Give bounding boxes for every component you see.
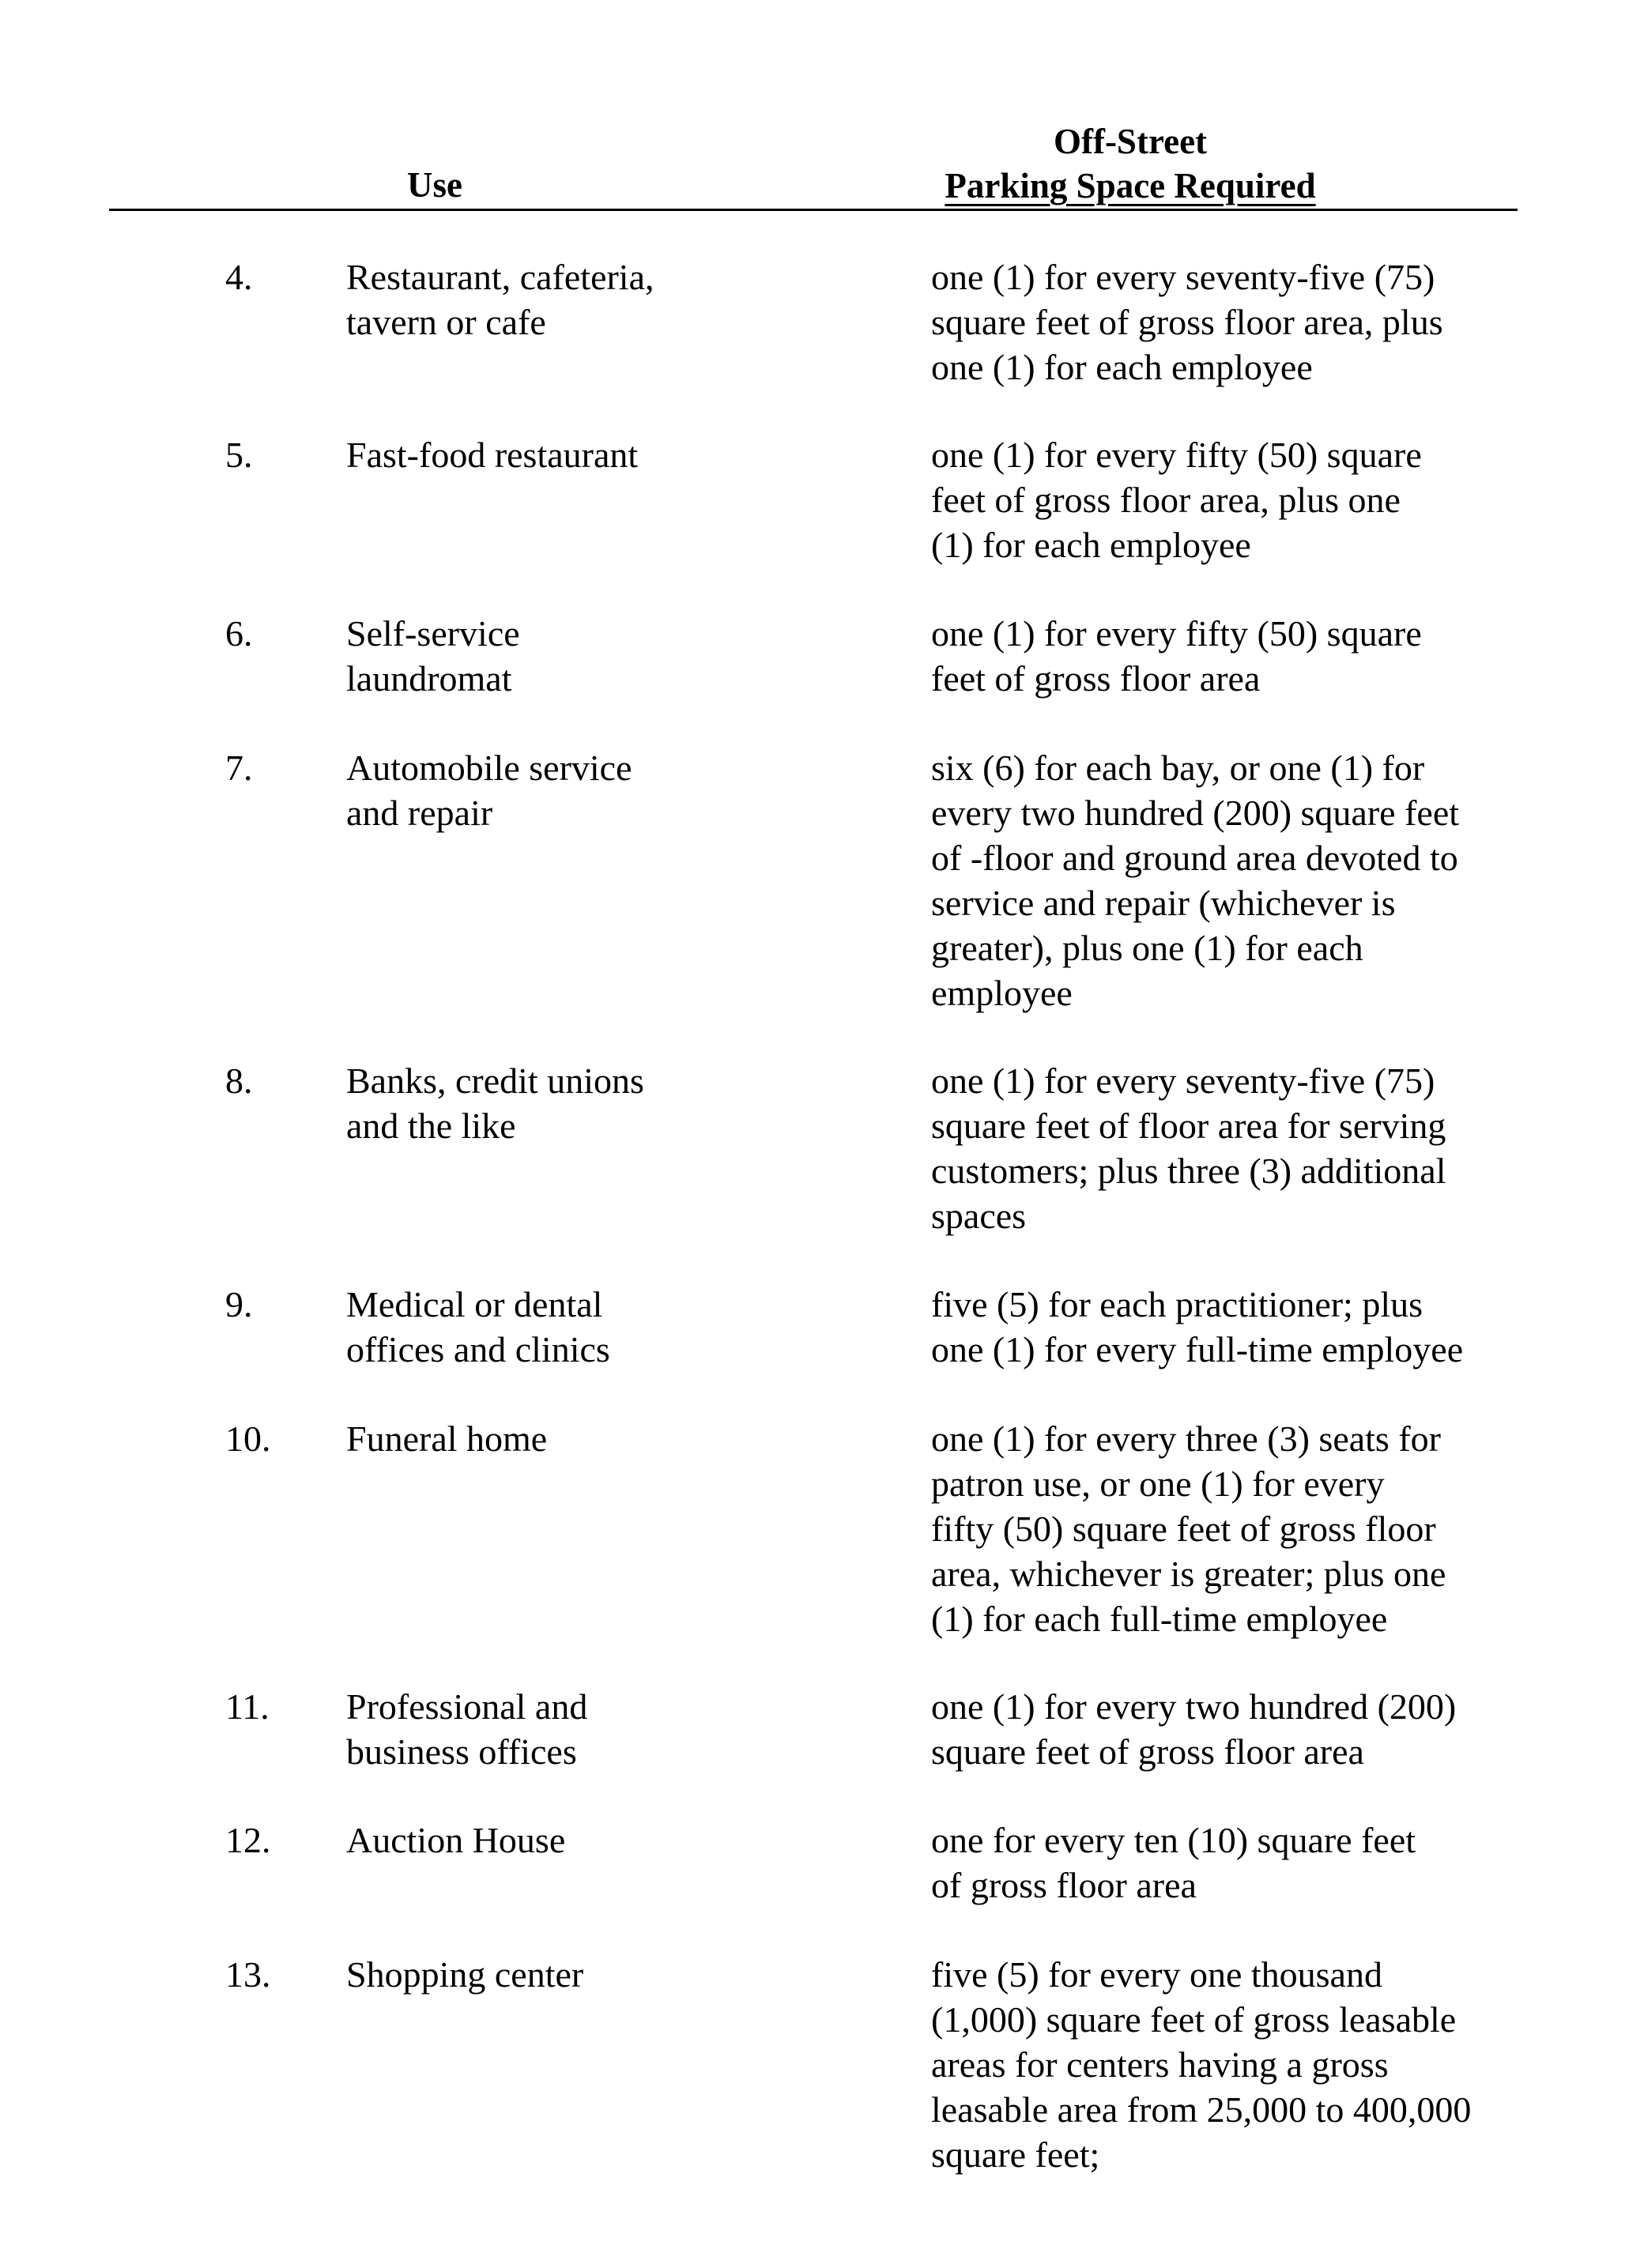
row-requirement: one for every ten (10) square feet of gross floor area bbox=[931, 1820, 1416, 1905]
row-number: 10. bbox=[225, 1418, 271, 1459]
column-header-parking-line2: Parking Space Required bbox=[945, 166, 1316, 205]
row-requirement: one (1) for every three (3) seats for patron use, or one (1) for every fifty (50) square feet of gross floor area, whichever is greater; plus one (1) for each full-time employee bbox=[931, 1418, 1446, 1639]
row-number: 11. bbox=[225, 1686, 270, 1727]
row-requirement: one (1) for every two hundred (200) square feet of gross floor area bbox=[931, 1686, 1457, 1772]
row-number: 9. bbox=[225, 1284, 253, 1324]
row-use: Banks, credit unions and the like bbox=[346, 1061, 644, 1146]
row-number: 8. bbox=[225, 1061, 253, 1101]
row-use: Auction House bbox=[346, 1820, 566, 1860]
row-requirement: five (5) for each practitioner; plus one (1) for every full-time employee bbox=[931, 1284, 1464, 1369]
row-use: Fast-food restaurant bbox=[346, 435, 639, 475]
column-header-use: Use bbox=[407, 165, 462, 205]
row-requirement: one (1) for every fifty (50) square feet of gross floor area bbox=[931, 613, 1422, 699]
row-use: Automobile service and repair bbox=[346, 748, 632, 833]
row-use: Funeral home bbox=[346, 1418, 548, 1459]
column-header-parking-line1: Off-Street bbox=[1053, 122, 1208, 161]
row-use: Medical or dental offices and clinics bbox=[346, 1284, 610, 1369]
row-use: Professional and business offices bbox=[346, 1686, 588, 1772]
row-number: 13. bbox=[225, 1954, 271, 1995]
row-use: Self-service laundromat bbox=[346, 613, 520, 699]
row-requirement: five (5) for every one thousand (1,000) square feet of gross leasable areas for centers having a gross leasable area from 25,000 to 400,000 square feet; bbox=[931, 1954, 1472, 2175]
row-requirement: one (1) for every seventy-five (75) square feet of floor area for serving customers; plus three (3) additional spaces bbox=[931, 1061, 1446, 1236]
row-number: 4. bbox=[225, 257, 253, 297]
header-rule bbox=[109, 209, 1518, 211]
row-use: Restaurant, cafeteria, tavern or cafe bbox=[346, 257, 654, 342]
row-number: 5. bbox=[225, 435, 253, 475]
row-requirement: one (1) for every seventy-five (75) square feet of gross floor area, plus one (1) for each employee bbox=[931, 257, 1443, 387]
row-use: Shopping center bbox=[346, 1954, 584, 1995]
row-number: 12. bbox=[225, 1820, 271, 1860]
row-number: 6. bbox=[225, 613, 253, 654]
row-requirement: six (6) for each bay, or one (1) for every two hundred (200) square feet of -floor and ground area devoted to service and repair (whichever is greater), plus one (1) for each employee bbox=[931, 748, 1460, 1013]
row-requirement: one (1) for every fifty (50) square feet of gross floor area, plus one (1) for each employee bbox=[931, 435, 1422, 565]
column-header-parking bbox=[909, 119, 1352, 208]
row-number: 7. bbox=[225, 748, 253, 788]
